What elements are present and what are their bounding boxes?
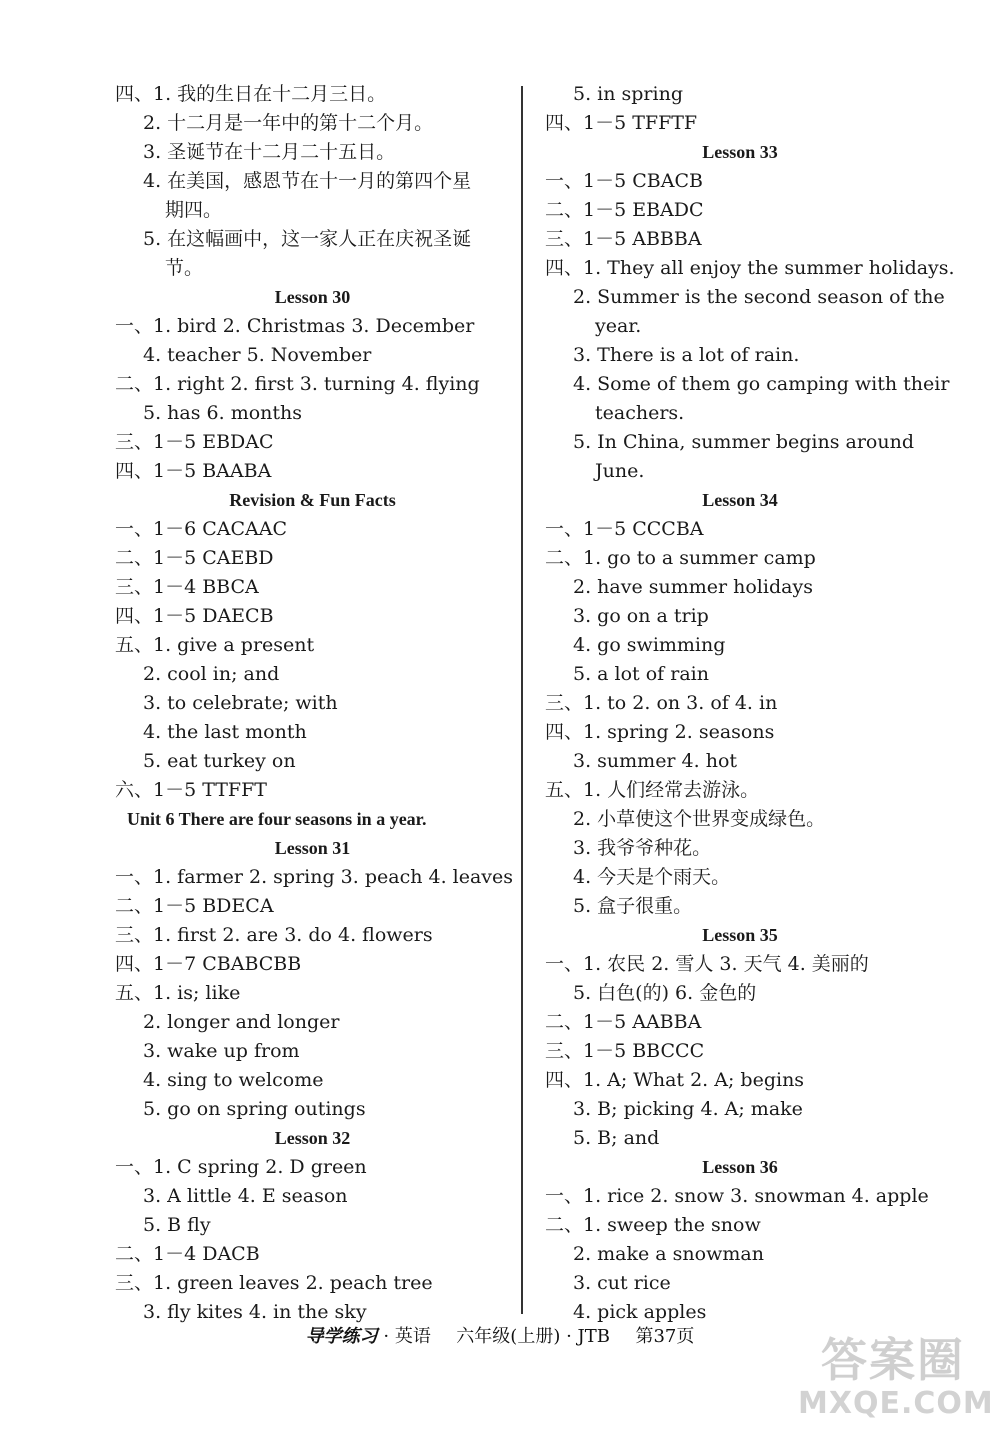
left-line: 3. 圣诞节在十二月二十五日。	[143, 141, 396, 163]
footer-page-number: 第37页	[635, 1326, 695, 1347]
right-line: June.	[595, 460, 645, 482]
left-line: 节。	[165, 257, 204, 279]
right-line: 2. Summer is the second season of the	[573, 286, 945, 308]
right-line: 三、1－5 ABBBA	[545, 228, 702, 250]
page-footer: 导学练习 · 英语 六年级(上册) · JTB 第37页	[305, 1326, 695, 1347]
right-line: 3. There is a lot of rain.	[573, 344, 800, 366]
left-line: 六、1－5 TTFFT	[115, 779, 267, 801]
right-line: year.	[595, 315, 642, 337]
left-line: 四、1－5 BAABA	[115, 460, 272, 482]
left-line: 5. has 6. months	[143, 402, 303, 424]
right-line: 2. 小草使这个世界变成绿色。	[573, 808, 826, 830]
right-line: 二、1－5 AABBA	[545, 1011, 702, 1033]
right-line: 2. have summer holidays	[573, 576, 813, 598]
left-line: 4. sing to welcome	[143, 1069, 324, 1091]
left-section-heading: Revision & Fun Facts	[229, 490, 396, 510]
left-line: 3. to celebrate; with	[143, 692, 338, 714]
watermark-logo	[798, 1324, 994, 1434]
left-line: 二、1. right 2. first 3. turning 4. flying	[115, 373, 480, 395]
left-line: 二、1－5 BDECA	[115, 895, 274, 917]
right-line: 一、1－5 CBACB	[545, 170, 703, 192]
right-line: 一、1. rice 2. snow 3. snowman 4. apple	[545, 1185, 929, 1207]
left-line: 5. 在这幅画中，这一家人正在庆祝圣诞	[143, 228, 472, 250]
right-line: 五、1. 人们经常去游泳。	[545, 779, 760, 801]
left-line: 期四。	[165, 199, 223, 221]
left-line: 5. eat turkey on	[143, 750, 296, 772]
left-line: 五、1. is; like	[115, 982, 241, 1004]
right-line: 3. 我爷爷种花。	[573, 837, 712, 859]
right-line: 二、1－5 EBADC	[545, 199, 704, 221]
right-line: 2. make a snowman	[573, 1243, 764, 1265]
right-line: 5. In China, summer begins around	[573, 431, 914, 453]
right-line: 二、1. sweep the snow	[545, 1214, 761, 1236]
right-line: 5. in spring	[573, 83, 683, 105]
right-line: 3. summer 4. hot	[573, 750, 738, 772]
right-line: 3. B; picking 4. A; make	[573, 1098, 803, 1120]
footer-subject: 英语	[394, 1326, 431, 1347]
left-line: 三、1－4 BBCA	[115, 576, 259, 598]
right-line: teachers.	[595, 402, 685, 424]
right-line: 5. 盒子很重。	[573, 895, 693, 917]
left-section-heading: Lesson 31	[274, 838, 351, 858]
footer-edition: JTB	[577, 1326, 610, 1347]
footer-brand: 导学练习	[305, 1326, 378, 1347]
left-line: 四、1－5 DAECB	[115, 605, 274, 627]
left-line: 4. teacher 5. November	[143, 344, 372, 366]
watermark-en: MXQE.COM	[798, 1386, 994, 1421]
left-unit-title: Unit 6 There are four seasons in a year.	[127, 809, 427, 829]
left-section-heading: Lesson 32	[274, 1128, 351, 1148]
right-section-heading: Lesson 33	[702, 142, 778, 162]
right-column	[545, 80, 955, 1327]
left-section-heading: Lesson 30	[274, 287, 351, 307]
left-line: 四、1. 我的生日在十二月三日。	[115, 83, 387, 105]
right-line: 3. go on a trip	[573, 605, 709, 627]
right-line: 三、1. to 2. on 3. of 4. in	[545, 692, 778, 714]
left-line: 3. A little 4. E season	[143, 1185, 348, 1207]
right-line: 四、1－5 TFFTF	[545, 112, 698, 134]
right-line: 4. Some of them go camping with their	[573, 373, 950, 395]
left-line: 5. B fly	[143, 1214, 211, 1236]
column-divider	[521, 86, 523, 1314]
right-section-heading: Lesson 34	[702, 490, 778, 510]
right-line: 四、1. spring 2. seasons	[545, 721, 775, 743]
right-line: 4. go swimming	[573, 634, 726, 656]
right-line: 4. pick apples	[573, 1301, 707, 1323]
right-line: 5. B; and	[573, 1127, 660, 1149]
right-section-heading: Lesson 36	[702, 1157, 778, 1177]
left-line: 2. longer and longer	[143, 1011, 340, 1033]
left-line: 三、1. first 2. are 3. do 4. flowers	[115, 924, 433, 946]
left-line: 一、1. C spring 2. D green	[115, 1156, 367, 1178]
left-line: 3. fly kites 4. in the sky	[143, 1301, 367, 1323]
left-column	[115, 80, 514, 1327]
right-line: 一、1. 农民 2. 雪人 3. 天气 4. 美丽的	[545, 953, 869, 975]
left-line: 2. 十二月是一年中的第十二个月。	[143, 112, 434, 134]
right-line: 5. a lot of rain	[573, 663, 709, 685]
right-line: 二、1. go to a summer camp	[545, 547, 816, 569]
left-line: 一、1－6 CACAAC	[115, 518, 287, 540]
right-line: 四、1. They all enjoy the summer holidays.	[545, 257, 955, 279]
left-line: 3. wake up from	[143, 1040, 300, 1062]
left-line: 二、1－4 DACB	[115, 1243, 260, 1265]
right-line: 5. 白色(的) 6. 金色的	[573, 982, 757, 1004]
left-line: 4. 在美国，感恩节在十一月的第四个星	[143, 170, 472, 192]
right-line: 四、1. A; What 2. A; begins	[545, 1069, 805, 1091]
left-line: 一、1. farmer 2. spring 3. peach 4. leaves	[115, 866, 514, 888]
left-line: 4. the last month	[143, 721, 307, 743]
footer-grade: 六年级(上册)	[456, 1326, 561, 1347]
left-line: 四、1－7 CBABCBB	[115, 953, 302, 975]
right-section-heading: Lesson 35	[702, 925, 778, 945]
left-line: 五、1. give a present	[115, 634, 315, 656]
left-line: 三、1. green leaves 2. peach tree	[115, 1272, 433, 1294]
left-line: 二、1－5 CAEBD	[115, 547, 274, 569]
left-line: 5. go on spring outings	[143, 1098, 366, 1120]
left-line: 2. cool in; and	[143, 663, 280, 685]
watermark-cn: 答案圈	[821, 1333, 965, 1387]
left-line: 一、1. bird 2. Christmas 3. December	[115, 315, 475, 337]
right-line: 3. cut rice	[573, 1272, 671, 1294]
left-line: 三、1－5 EBDAC	[115, 431, 274, 453]
right-line: 三、1－5 BBCCC	[545, 1040, 705, 1062]
right-line: 4. 今天是个雨天。	[573, 866, 731, 888]
right-line: 一、1－5 CCCBA	[545, 518, 704, 540]
